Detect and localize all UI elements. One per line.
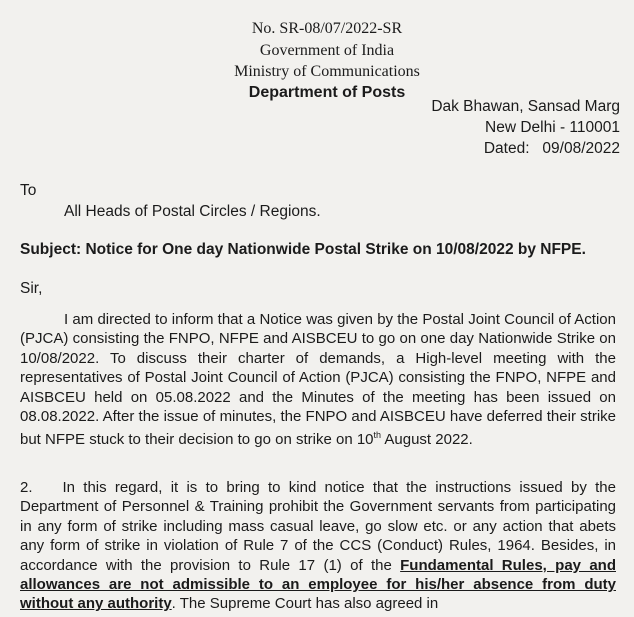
paragraph-1 — [20, 310, 616, 450]
date-line — [484, 140, 620, 158]
paragraph-2-tail: . The Supreme Court has also agreed in — [171, 595, 439, 613]
to-label: To — [20, 182, 37, 199]
subject-line: Subject: Notice for One day Nationwide Postal Strike on 10/08/2022 by NFPE. — [20, 241, 586, 258]
paragraph-1-text: I am directed to inform that a Notice was given by the Postal Joint Council of Action (PJCA) consisting the FNPO, NFPE and AISBCEU to go on one day Nationwide Strike on 10/08/2022. To discuss their charter of demands, a High-level meeting with the representatives of Postal Joint Council of Action (PJCA) consisting the FNPO, NFPE and AISBCEU held on 05.08.2022 and the Minutes of the meeting has been issued on 08.08.2022. After the issue of minutes, the FNPO and AISBCEU have deferred their strike but NFPE stuck to their decision to go on strike on 10 — [20, 311, 616, 449]
date-label: Dated: — [483, 140, 530, 157]
date-value: 09/08/2022 — [542, 140, 620, 157]
paragraph-2-emphasis: Fundamental Rules, pay and allowances are not admissible to an employee for his/her absence from duty without any authority — [20, 556, 616, 613]
letter-number: No. SR-08/07/2022-SR — [251, 20, 403, 37]
address-line-2: New Delhi - 110001 — [485, 119, 620, 136]
salutation: Sir, — [20, 280, 43, 297]
paragraph-2-text: In this regard, it is to bring to kind notice that the instructions issued by the Department of Personnel & Training prohibit the Government servants from participating in any form of strike including mass casual leave, go slow etc. or any action that abets any form of strike in violation of Rule 7 of the CCS (Conduct) Rules, 1964. Besides, in accordance with the provision to Rule 17 (1) of the — [20, 479, 616, 574]
recipient-line: All Heads of Postal Circles / Regions. — [64, 203, 321, 220]
paragraph-1-tail: August 2022. — [381, 431, 473, 449]
paragraph-2-number: 2. — [20, 479, 33, 496]
paragraph-1-superscript: th — [373, 430, 382, 441]
government-heading: Government of India — [259, 42, 395, 59]
paragraph-2 — [20, 478, 616, 614]
address-line-1: Dak Bhawan, Sansad Marg — [431, 98, 620, 115]
department-heading: Department of Posts — [248, 84, 406, 101]
ministry-heading: Ministry of Communications — [234, 63, 420, 80]
